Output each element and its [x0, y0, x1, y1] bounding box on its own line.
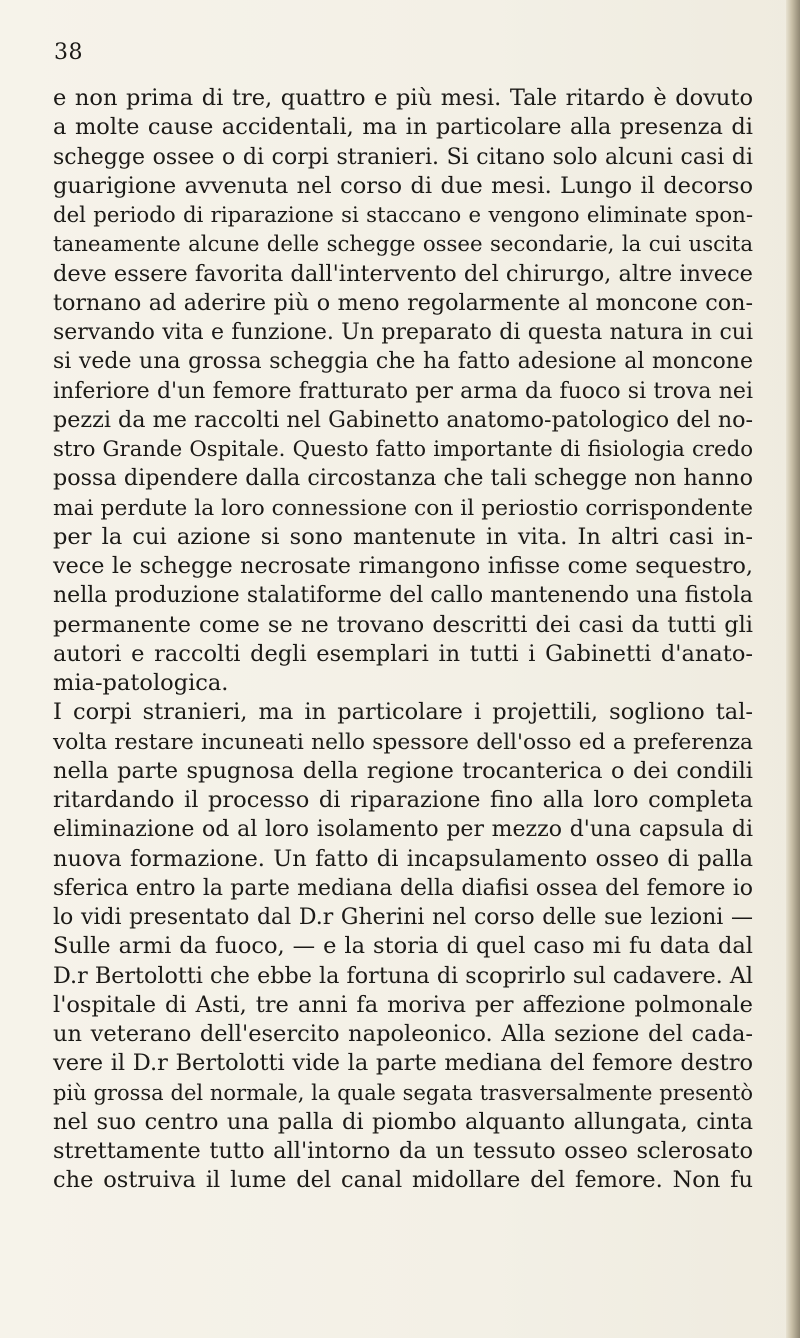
text-line: pezzi da me raccolti nel Gabinetto anatomo-patologico del no- — [53, 406, 754, 433]
text-line: nella parte spugnosa della regione trocanterica o dei condili — [53, 757, 753, 784]
text-line: autori e raccolti degli esemplari in tutti i Gabinetti d'anato- — [53, 640, 753, 667]
text-line: mai perdute la loro connessione con il periostio corrispondente — [53, 495, 753, 521]
text-line: si vede una grossa scheggia che ha fatto adesione al moncone — [53, 349, 753, 375]
text-line: ritardando il processo di riparazione fino alla loro completa — [53, 787, 753, 813]
text-line: permanente come se ne trovano descritti dei casi da tutti gli — [53, 611, 753, 638]
text-line: un veterano dell'esercito napoleonico. Alla sezione del cada- — [53, 1021, 753, 1047]
text-line: eliminazione od al loro isolamento per mezzo d'una capsula di — [53, 817, 753, 843]
text-line: servando vita e funzione. Un preparato di questa natura in cui — [53, 320, 753, 345]
page-edge-shadow — [786, 0, 800, 1338]
text-line: I corpi stranieri, ma in particolare i projettili, sogliono tal- — [53, 699, 753, 726]
text-line: nel suo centro una palla di piombo alquanto allungata, cinta — [53, 1108, 753, 1135]
text-line: strettamente tutto all'intorno da un tessuto osseo sclerosato — [53, 1138, 753, 1164]
text-line: taneamente alcune delle schegge ossee secondarie, la cui uscita — [53, 232, 753, 258]
text-line: guarigione avvenuta nel corso di due mesi. Lungo il decorso — [53, 172, 753, 199]
text-line: stro Grande Ospitale. Questo fatto importante di fisiologia credo — [53, 437, 753, 462]
text-line: schegge ossee o di corpi stranieri. Si citano solo alcuni casi di — [53, 144, 753, 170]
text-line: e non prima di tre, quattro e più mesi. Tale ritardo è dovuto — [53, 85, 753, 111]
text-line: mia-patologica. — [53, 670, 229, 696]
text-line: l'ospitale di Asti, tre anni fa moriva per affezione polmonale — [53, 991, 753, 1018]
text-line: più grossa del normale, la quale segata trasversalmente presentò — [53, 1080, 753, 1105]
text-line: volta restare incuneati nello spessore dell'osso ed a preferenza — [53, 729, 753, 755]
text-line: inferiore d'un femore fratturato per arma da fuoco si trova nei — [53, 378, 753, 404]
text-line: a molte cause accidentali, ma in particolare alla presenza di — [53, 114, 753, 141]
text-line: sferica entro la parte mediana della diafisi ossea del femore io — [53, 875, 753, 901]
text-line: D.r Bertolotti che ebbe la fortuna di scoprirlo sul cadavere. Al — [53, 962, 753, 989]
text-line: deve essere favorita dall'intervento del chirurgo, altre invece — [53, 260, 753, 287]
text-line: tornano ad aderire più o meno regolarmente al moncone con- — [53, 289, 753, 316]
text-line: possa dipendere dalla circostanza che tali schegge non hanno — [53, 465, 753, 492]
text-line: per la cui azione si sono mantenute in vita. In altri casi in- — [53, 523, 753, 550]
text-line: lo vidi presentato dal D.r Gherini nel corso delle sue lezioni — — [53, 905, 753, 930]
text-line: Sulle armi da fuoco, — e la storia di quel caso mi fu data dal — [53, 933, 753, 960]
text-line: del periodo di riparazione si staccano e vengono eliminate spon- — [53, 203, 753, 228]
text-line: nella produzione stalatiforme del callo mantenendo una fistola — [53, 583, 753, 609]
text-line: vere il D.r Bertolotti vide la parte mediana del femore destro — [53, 1050, 753, 1077]
text-line: che ostruiva il lume del canal midollare del femore. Non fu — [53, 1167, 753, 1194]
page-number: 38 — [54, 40, 83, 65]
text-line: nuova formazione. Un fatto di incapsulamento osseo di palla — [53, 845, 753, 872]
text-line: vece le schegge necrosate rimangono infisse come sequestro, — [53, 553, 753, 579]
body-text — [53, 84, 753, 1196]
